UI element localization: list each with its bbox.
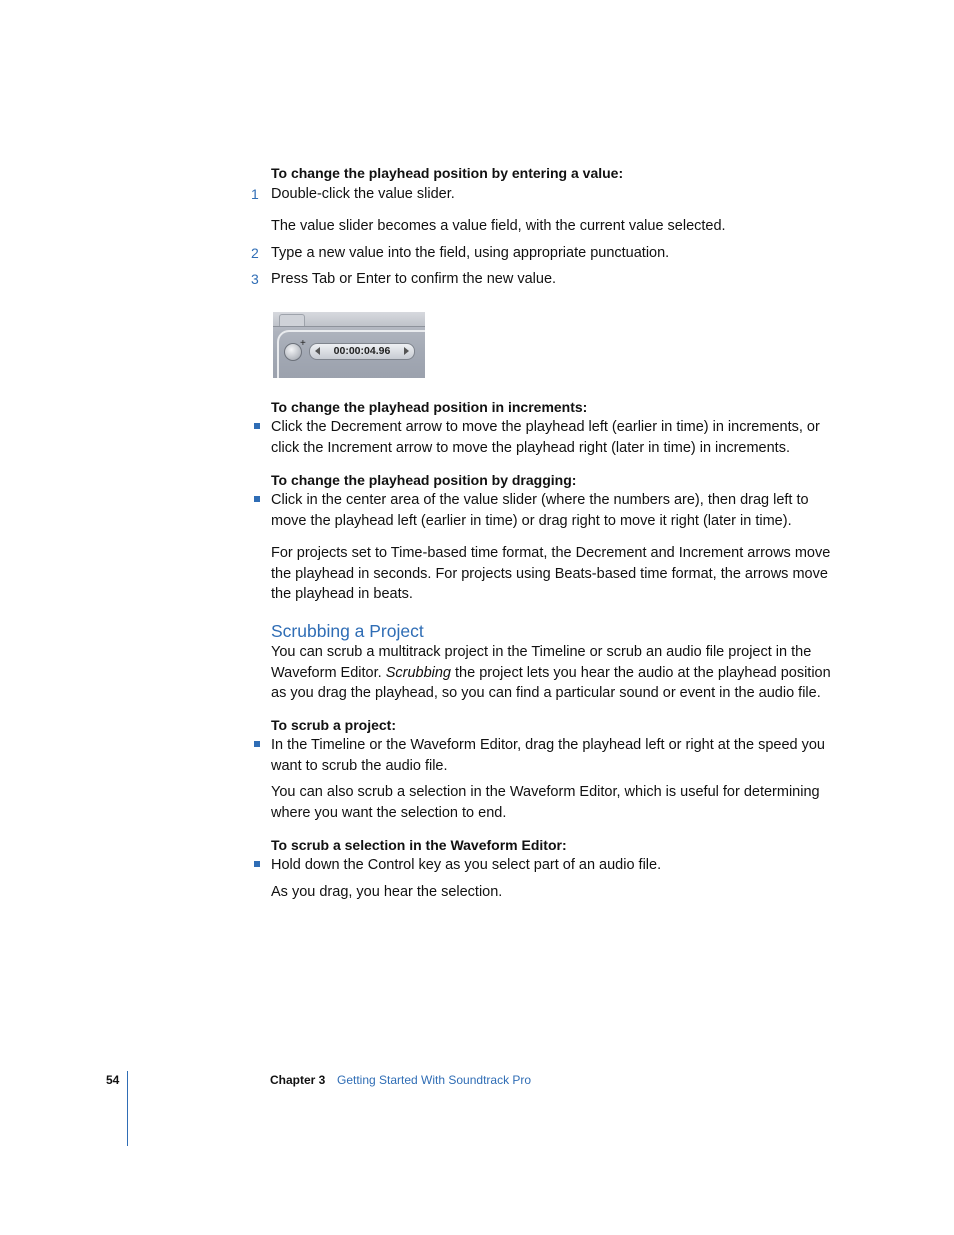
bullet-text: In the Timeline or the Waveform Editor, drag the playhead left or right at the speed you want to scrub the audio file. bbox=[271, 737, 825, 774]
bullet-text: Click in the center area of the value slider (where the numbers are), then drag left to move the playhead left (earlier in time) or drag right to move it right (later in time). bbox=[271, 492, 809, 529]
footer-chapter: Chapter 3 bbox=[270, 1073, 326, 1087]
value-slider bbox=[309, 343, 415, 360]
term-scrubbing: Scrubbing bbox=[385, 664, 451, 681]
bullet-text: Hold down the Control key as you select part of an audio file. bbox=[271, 857, 662, 873]
bullet-marker bbox=[254, 741, 260, 747]
value-slider-value: 00:00:04.96 bbox=[333, 345, 391, 357]
section-paragraph bbox=[271, 642, 831, 704]
paragraph: As you drag, you hear the selection. bbox=[271, 884, 503, 900]
section-title: Scrubbing a Project bbox=[271, 621, 424, 641]
increment-arrow-icon bbox=[404, 347, 409, 355]
plus-icon: + bbox=[300, 338, 306, 349]
paragraph: You can also scrub a selection in the Waveform Editor, which is useful for determining where you want the selection to end. bbox=[271, 784, 820, 821]
step-text: Type a new value into the field, using appropriate punctuation. bbox=[271, 245, 670, 261]
bullet-marker bbox=[254, 423, 260, 429]
heading-increments: To change the playhead position in increments: bbox=[271, 399, 588, 415]
heading-scrub-project: To scrub a project: bbox=[271, 717, 396, 733]
step-number: 2 bbox=[251, 245, 259, 261]
bullet-text: Click the Decrement arrow to move the playhead left (earlier in time) in increments, or click the Increment arrow to move the playhead right (later in time) in increments. bbox=[271, 419, 820, 456]
step-number: 1 bbox=[251, 186, 259, 202]
bullet-marker bbox=[254, 496, 260, 502]
value-slider-screenshot bbox=[273, 312, 425, 378]
page-number: 54 bbox=[106, 1073, 120, 1087]
paragraph: For projects set to Time-based time format, the Decrement and Increment arrows move the playhead in seconds. For projects using Beats-based time format, the arrows move the playhead in beats. bbox=[271, 545, 831, 602]
section-text-after: the project lets you hear the audio at the playhead position as you drag the playhead, so you can find a particular sound or event in the audio file. bbox=[271, 664, 831, 701]
heading-enter-value: To change the playhead position by entering a value: bbox=[271, 165, 624, 181]
step-result: The value slider becomes a value field, with the current value selected. bbox=[271, 218, 726, 234]
step-text: Double-click the value slider. bbox=[271, 186, 455, 202]
tab-strip bbox=[273, 312, 425, 327]
bullet-marker bbox=[254, 861, 260, 867]
step-text: Press Tab or Enter to confirm the new value. bbox=[271, 271, 557, 287]
section-text-before: You can scrub a multitrack project in the Timeline or scrub an audio file project in the Waveform Editor. bbox=[271, 644, 812, 681]
heading-dragging: To change the playhead position by dragging: bbox=[271, 472, 577, 488]
footer-chapter-title: Getting Started With Soundtrack Pro bbox=[337, 1073, 532, 1087]
heading-scrub-selection: To scrub a selection in the Waveform Editor: bbox=[271, 837, 567, 853]
step-number: 3 bbox=[251, 271, 259, 287]
footer-divider bbox=[127, 1071, 128, 1146]
tab bbox=[279, 314, 305, 326]
